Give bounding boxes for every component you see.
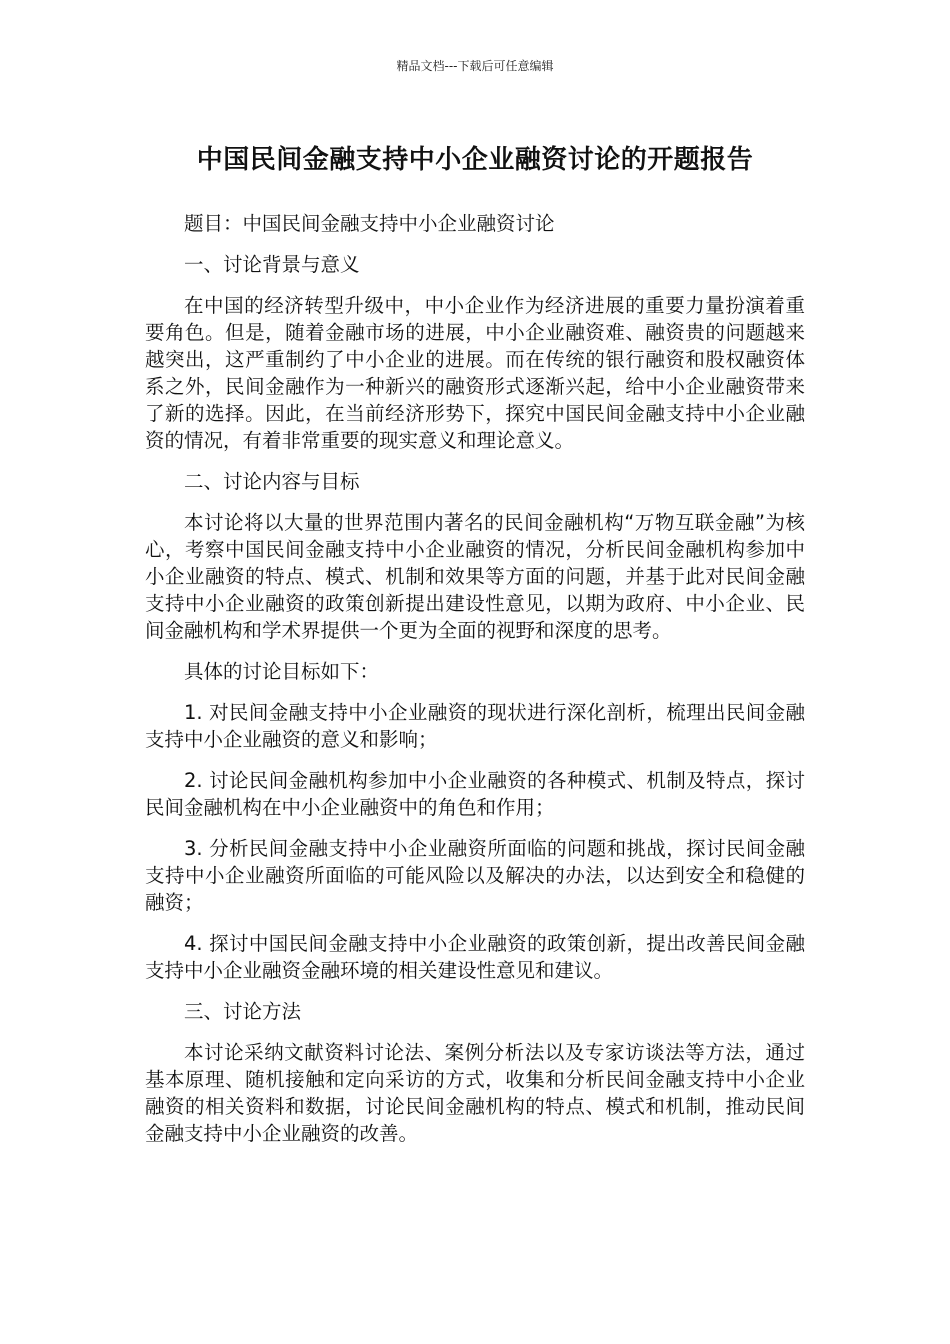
content-paragraph: 本讨论将以大量的世界范围内著名的民间金融机构“万物互联金融”为核心，考察中国民间金融支持中小企业融资的情况，分析民间金融机构参加中小企业融资的特点、模式、机制和效果等方面的问题，并基于此对民间金融支持中小企业融资的政策创新提出建设性意见，以期为政府、中小企业、民间金融机构和学术界提供一个更为全面的视野和深度的思考。 xyxy=(145,511,805,642)
goal-item-1: 1. 对民间金融支持中小企业融资的现状进行深化剖析，梳理出民间金融支持中小企业融资的意义和影响； xyxy=(145,701,805,751)
methods-paragraph: 本讨论采纳文献资料讨论法、案例分析法以及专家访谈法等方法，通过基本原理、随机接触和定向采访的方式，收集和分析民间金融支持中小企业融资的相关资料和数据，讨论民间金融机构的特点、模式和机制，推动民间金融支持中小企业融资的改善。 xyxy=(145,1041,805,1145)
document-body xyxy=(145,210,805,1161)
section-heading-methods: 三、讨论方法 xyxy=(184,1000,302,1023)
background-paragraph: 在中国的经济转型升级中，中小企业作为经济进展的重要力量扮演着重要角色。但是，随着金融市场的进展，中小企业融资难、融资贵的问题越来越突出，这严重制约了中小企业的进展。而在传统的银行融资和股权融资体系之外，民间金融作为一种新兴的融资形式逐渐兴起，给中小企业融资带来了新的选择。因此，在当前经济形势下，探究中国民间金融支持中小企业融资的情况，有着非常重要的现实意义和理论意义。 xyxy=(145,294,805,452)
section-heading-background: 一、讨论背景与意义 xyxy=(184,253,360,276)
goals-intro: 具体的讨论目标如下： xyxy=(184,660,380,683)
page-title: 中国民间金融支持中小企业融资讨论的开题报告 xyxy=(196,145,754,175)
goal-item-3: 3. 分析民间金融支持中小企业融资所面临的问题和挑战，探讨民间金融支持中小企业融资所面临的可能风险以及解决的办法，以达到安全和稳健的融资； xyxy=(145,837,805,914)
section-heading-content-goals: 二、讨论内容与目标 xyxy=(184,470,360,493)
goal-item-2: 2. 讨论民间金融机构参加中小企业融资的各种模式、机制及特点，探讨民间金融机构在中小企业融资中的角色和作用； xyxy=(145,769,805,819)
subject-line: 题目：中国民间金融支持中小企业融资讨论 xyxy=(184,212,555,235)
goal-item-4: 4. 探讨中国民间金融支持中小企业融资的政策创新，提出改善民间金融支持中小企业融资金融环境的相关建设性意见和建议。 xyxy=(145,932,805,982)
header-note: 精品文档---下载后可任意编辑 xyxy=(396,59,554,73)
